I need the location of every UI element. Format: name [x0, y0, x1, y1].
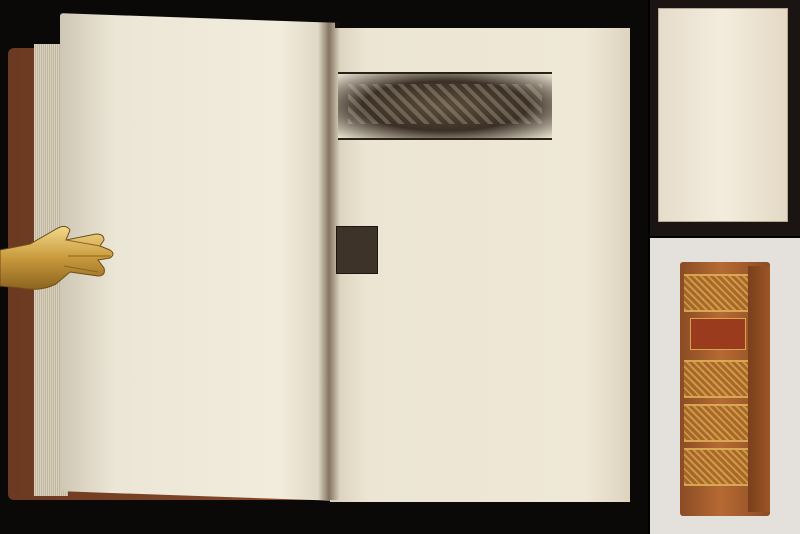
- spine-compartment: [684, 404, 748, 442]
- spine-compartment: [684, 274, 748, 312]
- spine-compartment: [684, 448, 748, 486]
- spine-compartment: [684, 360, 748, 398]
- brass-hand-holder: [0, 210, 118, 302]
- book-side: [748, 266, 770, 512]
- vignette-foliage: [348, 84, 542, 124]
- spine-label: [690, 318, 746, 350]
- decorated-initial-box: [336, 226, 378, 274]
- title-page: [658, 8, 788, 222]
